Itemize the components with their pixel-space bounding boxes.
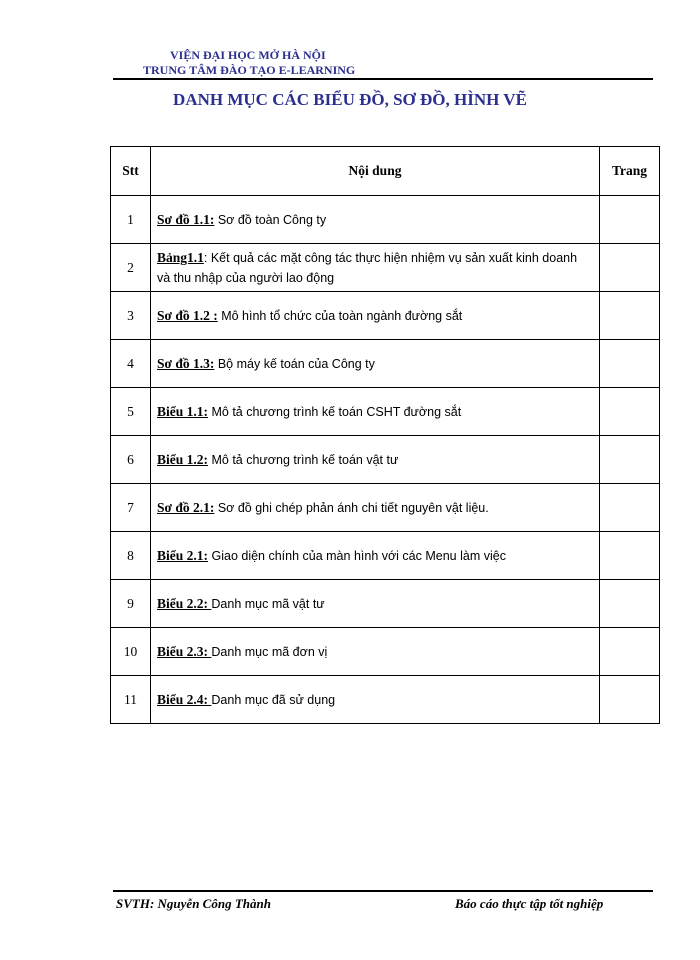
row-number: 8 [111,532,151,580]
row-content [151,484,600,532]
table-row [111,340,660,388]
row-content [151,292,600,340]
row-content [151,628,600,676]
table-row [111,484,660,532]
row-page [600,484,660,532]
header-divider [113,78,653,80]
figure-reference: Biểu 1.2: [157,451,209,467]
footer-divider [113,890,653,892]
row-content [151,340,600,388]
figure-description: Mô hình tổ chức của toàn ngành đường sắt [217,308,463,323]
row-page [600,436,660,484]
row-page [600,196,660,244]
table-row [111,580,660,628]
row-number: 3 [111,292,151,340]
figure-reference: Sơ đồ 2.1: [157,499,215,515]
row-page [600,676,660,724]
row-page [600,628,660,676]
report-type: Báo cáo thực tập tốt nghiệp [455,896,604,911]
figure-reference: Sơ đồ 1.3: [157,355,215,371]
figure-reference: Bảng1.1 [157,249,204,265]
table-row [111,436,660,484]
table-row [111,628,660,676]
figure-description: Danh mục mã đơn vị [211,644,328,659]
row-page [600,580,660,628]
figure-description: Danh mục đã sử dụng [211,692,336,707]
figure-reference: Biểu 2.4: [157,691,212,707]
row-number: 4 [111,340,151,388]
figure-description: Mô tả chương trình kế toán CSHT đường sắt [208,404,462,419]
header-stt: Stt [111,147,151,196]
row-content [151,388,600,436]
figure-reference: Sơ đồ 1.2 : [157,307,218,323]
table-row [111,676,660,724]
figure-reference: Biểu 2.3: [157,643,212,659]
row-number: 11 [111,676,151,724]
page-title: DANH MỤC CÁC BIỂU ĐỒ, SƠ ĐỒ, HÌNH VẼ [173,90,527,109]
row-number: 2 [111,244,151,292]
header-page: Trang [600,147,660,196]
row-number: 5 [111,388,151,436]
table-body [111,196,660,724]
table-row [111,532,660,580]
row-content [151,436,600,484]
row-page [600,388,660,436]
table-row [111,244,660,292]
figure-reference: Sơ đồ 1.1: [157,211,215,227]
figure-description: Bộ máy kế toán của Công ty [214,356,375,371]
row-page [600,340,660,388]
institution-name: VIỆN ĐẠI HỌC MỞ HÀ NỘI [170,48,326,62]
figure-description: Sơ đồ toàn Công ty [214,212,327,227]
row-number: 6 [111,436,151,484]
figure-reference: Biểu 1.1: [157,403,209,419]
center-name: TRUNG TÂM ĐÀO TẠO E-LEARNING [143,63,356,77]
row-content [151,244,600,292]
figure-description: Sơ đồ ghi chép phản ánh chi tiết nguyên vật liệu. [214,500,489,515]
row-number: 9 [111,580,151,628]
row-content [151,196,600,244]
row-number: 7 [111,484,151,532]
row-page [600,532,660,580]
figure-reference: Biểu 2.2: [157,595,212,611]
table-row [111,388,660,436]
figure-description: Mô tả chương trình kế toán vật tư [208,452,399,467]
student-name: SVTH: Nguyễn Công Thành [116,896,271,911]
figure-description: Danh mục mã vật tư [211,596,325,611]
row-content [151,580,600,628]
figure-reference: Biểu 2.1: [157,547,209,563]
row-content [151,532,600,580]
row-page [600,244,660,292]
row-content [151,676,600,724]
row-page [600,292,660,340]
table-row [111,292,660,340]
table-row [111,196,660,244]
row-number: 1 [111,196,151,244]
figures-index-table [110,146,660,724]
header-content: Nội dung [151,147,600,196]
figure-description: : Kết quả các mặt công tác thực hiện nhiệm vụ sản xuất kinh doanh và thu nhập của người lao động [157,250,578,285]
table-header-row [111,147,660,196]
row-number: 10 [111,628,151,676]
figure-description: Giao diện chính của màn hình với các Menu làm việc [208,548,506,563]
